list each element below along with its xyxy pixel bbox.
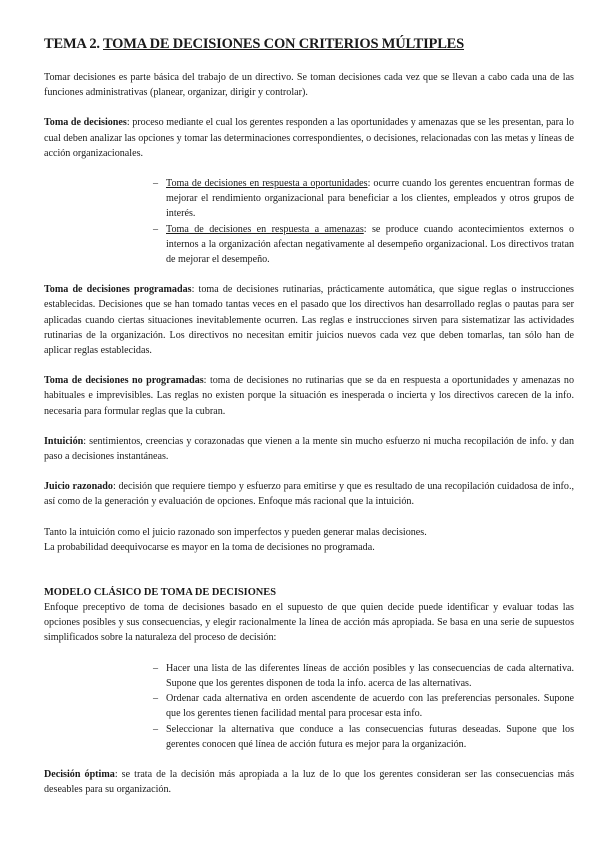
modelo-paragraph: Enfoque preceptivo de toma de decisiones basado en el supuesto de que quien decide puede identificar y evaluar todas las opciones posibles y sus consecuencias, y elegir racionalmente la línea de acción más apropiada. Se basa en una serie de supuestos simplificados sobre la naturaleza del proceso de decisión:	[44, 602, 574, 644]
list-item: – Ordenar cada alternativa en orden ascendente de acuerdo con las preferencias personales. Supone que los gerentes tienen facilidad mental para procesar esta info.	[153, 691, 574, 721]
programadas-text: : toma de decisiones rutinarias, prácticamente automática, que sigue reglas o instrucciones establecidas. Decisiones que se han tomado tantas veces en el pasado que los directivos han desarrollado reglas o pautas para ser aplicadas cuando ciertas situaciones inevitablemente ocurren. Las reglas e instrucciones sirven para sistematizar las actividades rutinarias de la organización. Los directivos no necesitan emitir juicios nuevos cada vez que deben tomarlas, tan sólo han de aplicar reglas establecidas.	[44, 284, 574, 357]
list-item: – Hacer una lista de las diferentes líneas de acción posibles y las consecuencias de cada alternativa. Supone que los gerentes disponen de toda la info. acerca de las alternativas.	[153, 661, 574, 691]
no-programadas-paragraph	[44, 373, 574, 419]
tipos-list	[153, 176, 574, 267]
tipo-term: Toma de decisiones en respuesta a oportunidades	[166, 178, 368, 190]
juicio-term: Juicio razonado	[44, 481, 113, 493]
list-item: – Seleccionar la alternativa que conduce a las consecuencias futuras deseadas. Supone que los gerentes conocen qué línea de acción futura es mejor para la organización.	[153, 722, 574, 752]
nota-1: Tanto la intuición como el juicio razonado son imperfectos y pueden generar malas decisiones.	[44, 526, 427, 538]
intuicion-term: Intuición	[44, 435, 84, 447]
document-page	[44, 36, 574, 797]
list-item	[153, 222, 574, 268]
optima-term: Decisión óptima	[44, 768, 115, 780]
toma-decisiones-text: : proceso mediante el cual los gerentes responden a las oportunidades y amenazas que se les presentan, para lo cual deben analizar las opciones y tomar las determinaciones correspondientes, o decisiones, relacionadas con las metas y líneas de acción organizacionales.	[44, 117, 574, 159]
no-programadas-text: : toma de decisiones no rutinarias que se da en respuesta a oportunidades y amenazas no habituales e imprevisibles. Las reglas no existen porque la situación es inesperada o incierta y los directivos carecen de la info. necesaria para formular reglas que la cubran.	[44, 375, 574, 417]
tipo-term: Toma de decisiones en respuesta a amenazas	[166, 223, 364, 235]
optima-text: : se trata de la decisión más apropiada a la luz de lo que los gerentes consideran ser las consecuencias más deseables para su organización.	[44, 768, 574, 796]
programadas-paragraph	[44, 282, 574, 358]
modelo-pasos-list	[153, 661, 574, 752]
page-title	[44, 36, 574, 53]
juicio-text: : decisión que requiere tiempo y esfuerzo para emitirse y que es resultado de una recopilación cuidadosa de info., así como de la generación y evaluación de opciones. Enfoque más racional que la intuición.	[44, 481, 574, 508]
modelo-heading: MODELO CLÁSICO DE TOMA DE DECISIONES	[44, 587, 277, 599]
intuicion-paragraph	[44, 434, 574, 464]
tipo-text: : se produce cuando acontecimientos externos o internos a la organización afectan negativamente al desempeño organizacional. Los directivos tratan de mejorar el desempeño.	[166, 223, 574, 266]
tipo-text: : ocurre cuando los gerentes encuentran formas de mejorar el rendimiento organizacional para beneficiar a los clientes, empleados y otros grupos de interés.	[166, 178, 574, 220]
nota-2: La probabilidad deequivocarse es mayor en la toma de decisiones no programada.	[44, 541, 375, 553]
title-underlined: TOMA DE DECISIONES CON CRITERIOS MÚLTIPLES	[102, 36, 465, 52]
list-item	[153, 176, 574, 222]
programadas-term: Toma de decisiones programadas	[44, 284, 192, 296]
toma-decisiones-paragraph	[44, 115, 574, 161]
title-prefix: TEMA 2.	[44, 36, 103, 52]
toma-decisiones-term: Toma de decisiones	[44, 117, 127, 129]
intuicion-text: : sentimientos, creencias y corazonadas que vienen a la mente sin mucho esfuerzo ni mucha recopilación de info. y dan paso a decisiones instantáneas.	[44, 435, 574, 463]
optima-paragraph	[44, 767, 574, 797]
juicio-paragraph	[44, 479, 574, 509]
no-programadas-term: Toma de decisiones no programadas	[44, 375, 204, 387]
intro-paragraph: Tomar decisiones es parte básica del trabajo de un directivo. Se toman decisiones cada vez que se llevan a cabo cada una de las funciones administrativas (planear, organizar, dirigir y controlar).	[44, 72, 574, 99]
